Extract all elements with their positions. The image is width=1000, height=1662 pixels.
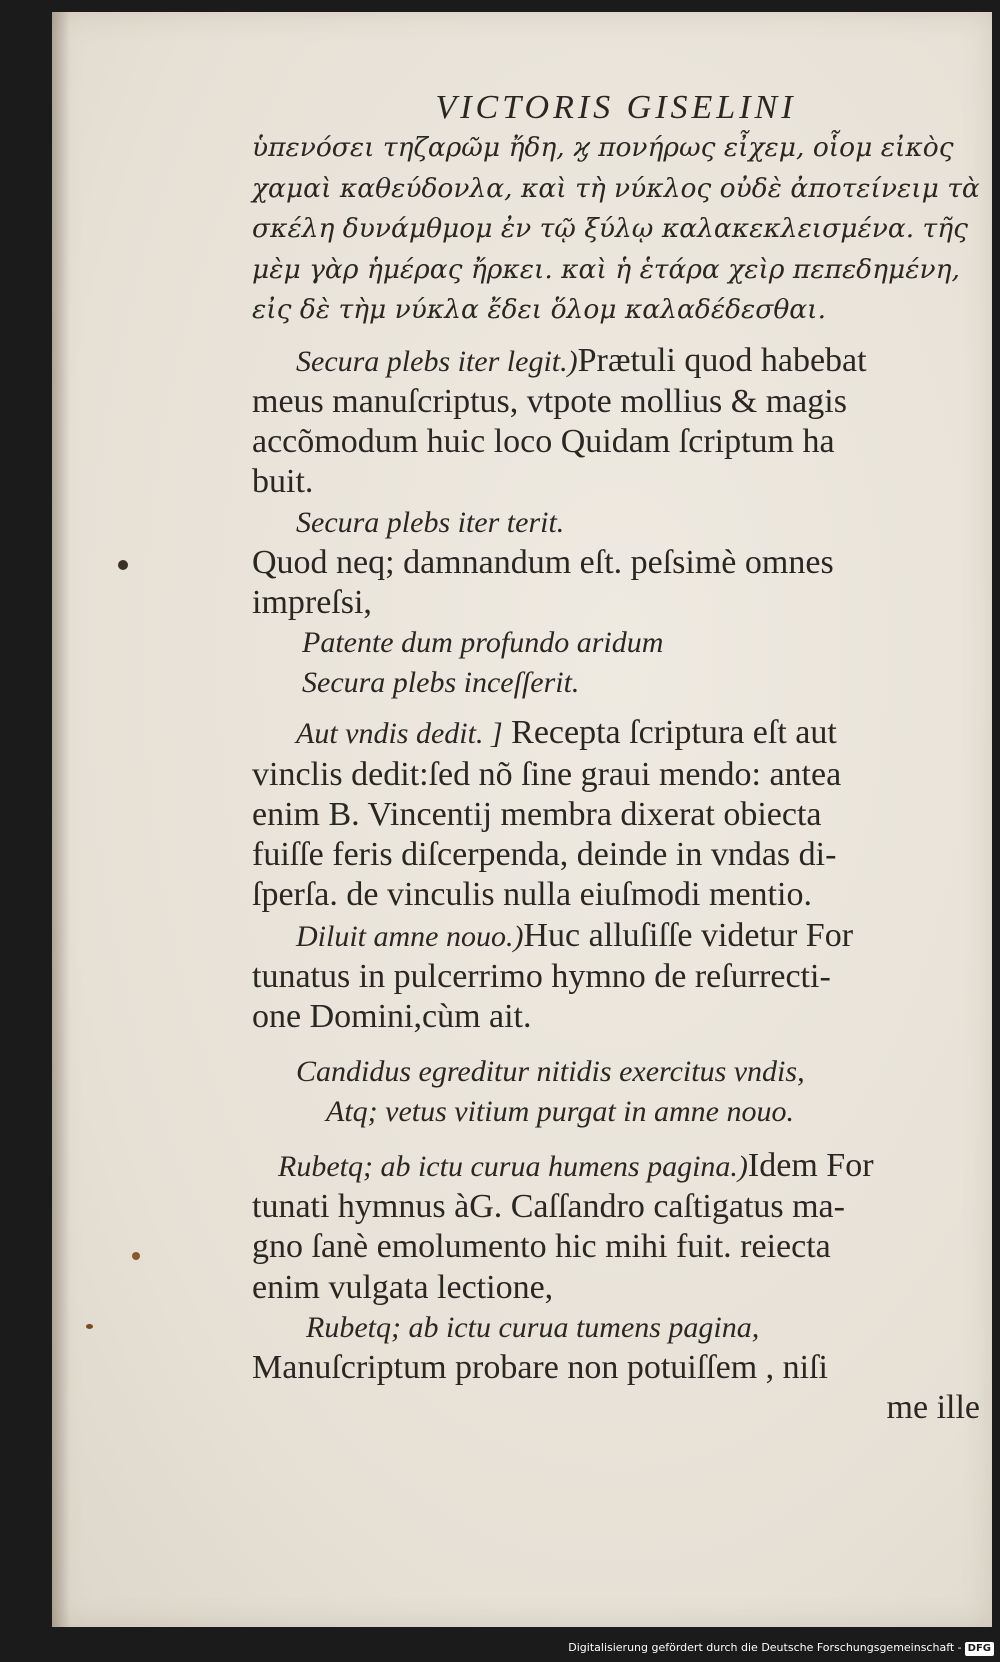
running-head: VICTORIS GISELINI — [435, 89, 797, 126]
greek-line: ὑπενόσει τηζαρῶμ ἤδη, ϗ πονήρως εἶχεμ, οἷομ εἰκὸς — [252, 132, 954, 163]
text-line: buit. — [252, 463, 314, 501]
text-line: tunati hymnus àG. Caſſandro caſtigatus ma- — [252, 1187, 845, 1225]
text-line: vinclis dedit:ſed nõ ſine graui mendo: antea — [252, 755, 842, 793]
ink-spot — [132, 1252, 140, 1260]
catchword: me ille — [886, 1389, 980, 1427]
quoted-verse — [252, 503, 980, 543]
greek-quotation — [252, 128, 980, 331]
verse-line: Rubetq; ab ictu curua tumens pagina, — [306, 1310, 760, 1344]
quoted-verse — [252, 623, 980, 703]
note-paragraph — [252, 713, 980, 915]
lemma: Aut vndis dedit. ] — [296, 717, 503, 751]
text-line: Prætuli quod habebat — [577, 341, 867, 379]
text-line: Recepta ſcriptura eſt aut — [511, 714, 837, 752]
ink-spot — [118, 560, 128, 570]
verse-line: Secura plebs inceſſerit. — [302, 666, 580, 700]
text-line: gno ſanè emolumento hic mihi fuit. reiecta — [252, 1228, 831, 1266]
greek-line: εἰς δὲ τὴμ νύκλα ἔδει ὅλομ καλαδέδεσθαι. — [252, 294, 826, 325]
greek-line: μὲμ γὰρ ἡμέρας ἤρκει. καὶ ἡ ἑτάρα χεὶρ πεπεδημένη, — [252, 253, 960, 285]
text-line: impreſsi, — [252, 583, 372, 621]
book-page — [52, 12, 992, 1627]
note-paragraph — [252, 1146, 980, 1308]
lemma: Rubetq; ab ictu curua humens pagina.) — [278, 1149, 748, 1183]
quoted-verse — [252, 1052, 980, 1132]
dfg-logo: DFG — [965, 1642, 994, 1656]
greek-line: χαμαὶ καθεύδονλα, καὶ τὴ νύκλος οὐδὲ ἀποτείνειμ τὰ — [252, 172, 980, 204]
greek-line: σκέλη δυνάμθμομ ἐν τῷ ξύλῳ καλακεκλεισμένα. τῆς — [252, 213, 968, 244]
text-line: one Domini,cùm ait. — [252, 998, 532, 1036]
verse-line: Atq; vetus vitium purgat in amne nouo. — [326, 1094, 794, 1128]
gutter-shadow — [52, 12, 70, 1627]
text-line: enim vulgata lectione, — [252, 1268, 554, 1306]
digitization-credit — [568, 1641, 994, 1656]
text-line: Huc alluſiſſe videtur For — [523, 916, 854, 954]
verse-line: Candidus egreditur nitidis exercitus vndis, — [296, 1054, 805, 1088]
ink-spot — [86, 1324, 93, 1329]
lemma: Diluit amne nouo.) — [296, 919, 524, 953]
text-line: fuiſſe feris diſcerpenda, deinde in vndas di- — [252, 836, 837, 874]
text-line: Manuſcriptum probare non potuiſſem , niſi — [252, 1348, 829, 1386]
text-line: Idem For — [747, 1146, 874, 1184]
quoted-verse — [252, 1308, 980, 1348]
verse-line: Secura plebs iter terit. — [296, 505, 565, 539]
note-paragraph — [252, 543, 980, 624]
credit-text: Digitalisierung gefördert durch die Deutsche Forschungsgemeinschaft - — [568, 1641, 962, 1654]
text-line: ſperſa. de vinculis nulla eiuſmodi mentio. — [252, 876, 812, 914]
note-paragraph — [252, 916, 980, 1038]
note-paragraph — [252, 1348, 980, 1388]
note-paragraph — [252, 341, 980, 503]
text-line: tunatus in pulcerrimo hymno de reſurrecti- — [252, 958, 831, 996]
verse-line: Patente dum profundo aridum — [302, 626, 664, 660]
lemma: Secura plebs iter legit.) — [296, 344, 578, 378]
text-line: accõmodum huic loco Quidam ſcriptum ha — [252, 423, 835, 461]
text-line: enim B. Vincentij membra dixerat obiecta — [252, 795, 822, 833]
text-block — [252, 90, 980, 1428]
text-line: meus manuſcriptus, vtpote mollius & magis — [252, 382, 847, 420]
text-line: Quod neq; damnandum eſt. peſsimè omnes — [252, 543, 834, 581]
